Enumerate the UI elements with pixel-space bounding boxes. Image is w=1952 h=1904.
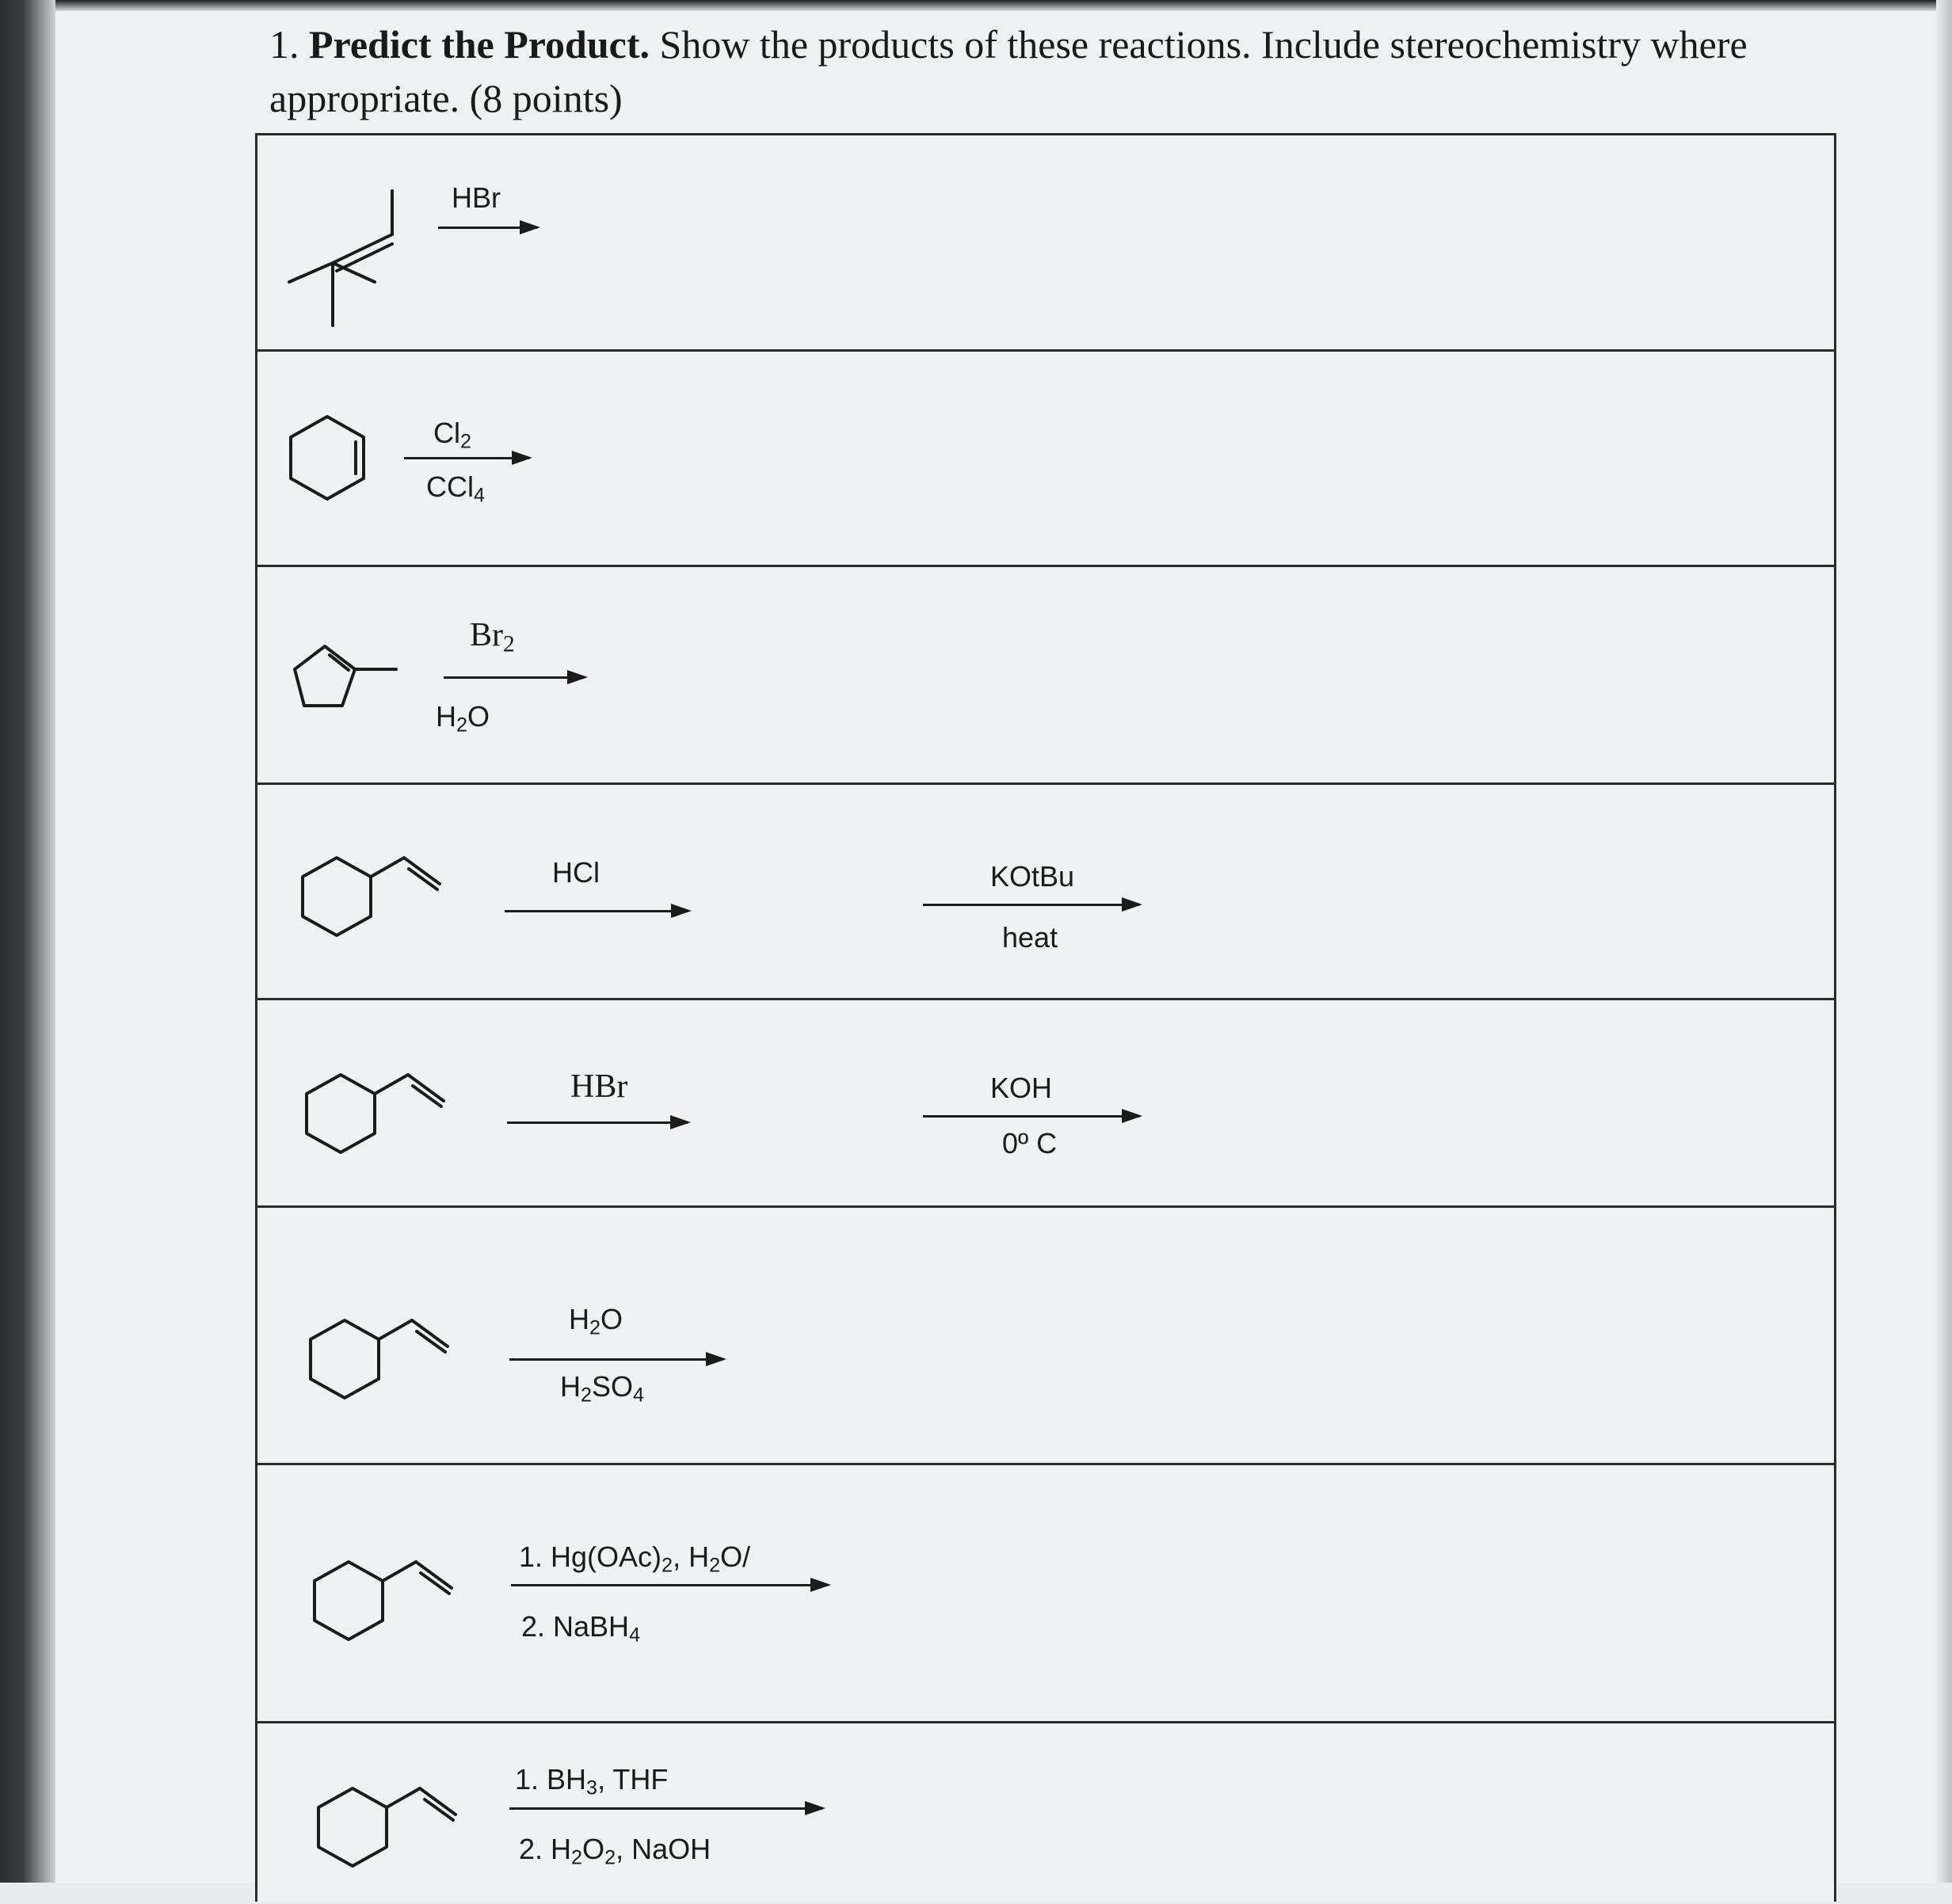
reaction-row-7 <box>257 1463 1834 1723</box>
structure-vinylcyclohexane <box>305 1073 456 1168</box>
reaction-row-2 <box>257 349 1834 567</box>
structure-vinylcyclohexane <box>317 1787 467 1882</box>
reaction-arrow <box>404 457 529 459</box>
reagent-label-top: $Br_2$ <box>470 617 515 657</box>
reaction-arrow-step2 <box>923 1115 1139 1118</box>
reagent-label-bottom: CCl$_4$ <box>426 470 486 507</box>
reagent-label-step2-bottom: heat <box>1002 921 1058 954</box>
reaction-row-5 <box>257 998 1834 1208</box>
question-title: Predict the Product. <box>309 22 650 67</box>
structure-vinylcyclohexane <box>301 856 452 951</box>
structure-2-methyl-2-butene <box>281 179 392 298</box>
structure-cyclohexene <box>289 415 376 502</box>
reaction-row-8 <box>257 1721 1834 1904</box>
reaction-arrow <box>511 1584 828 1586</box>
question-instructions: Show the products of these reactions. Include stereochemistry where appropriate. (8 points) <box>269 22 1748 120</box>
reagent-label-top: $Cl_2$ <box>433 417 472 453</box>
reaction-arrow <box>444 676 585 679</box>
reagent-label-step1: HBr <box>570 1068 628 1105</box>
reagent-label-bottom: $H_2O$ <box>436 700 490 737</box>
reaction-row-4 <box>257 783 1834 1000</box>
structure-vinylcyclohexane <box>313 1560 463 1655</box>
question-number: 1. <box>269 22 299 67</box>
reagent-label: HBr <box>452 181 501 214</box>
structure-1-methylcyclopentene <box>293 642 412 722</box>
reaction-row-1 <box>257 135 1834 349</box>
reagent-label-bottom: $H_2SO_4$ <box>560 1370 645 1407</box>
monitor-bezel-top <box>0 0 1952 11</box>
reagent-label-top: $H_2O$ <box>569 1303 623 1339</box>
reaction-row-6 <box>257 1205 1834 1465</box>
monitor-bezel-right <box>1936 0 1952 1883</box>
reaction-arrow <box>509 1807 822 1810</box>
reaction-table <box>255 133 1836 1902</box>
reagent-label-step2-top: KOtBu <box>990 860 1075 893</box>
reaction-row-3 <box>257 565 1834 785</box>
reaction-arrow-step1 <box>505 910 688 912</box>
reaction-arrow <box>438 227 537 229</box>
reagent-label-step2-bottom: 0º C <box>1002 1127 1058 1160</box>
reagent-label-step1: HCl <box>552 856 600 889</box>
reagent-label-top: 1. $Hg(OAc)_2$, $H_2O/$ <box>519 1540 751 1577</box>
reagent-label-step2-top: KOH <box>990 1072 1053 1104</box>
reagent-label-bottom: 2. $H_2O_2$, NaOH <box>519 1833 711 1869</box>
reaction-arrow <box>509 1358 723 1361</box>
structure-vinylcyclohexane <box>309 1319 459 1414</box>
reaction-arrow-step2 <box>923 904 1139 906</box>
reaction-arrow-step1 <box>507 1121 688 1124</box>
reagent-label-bottom: 2. NaBH$_4$ <box>521 1610 641 1647</box>
question-header <box>269 17 1917 125</box>
monitor-bezel-left <box>0 0 55 1883</box>
reagent-label-top: 1. $BH_3$, THF <box>515 1763 669 1799</box>
